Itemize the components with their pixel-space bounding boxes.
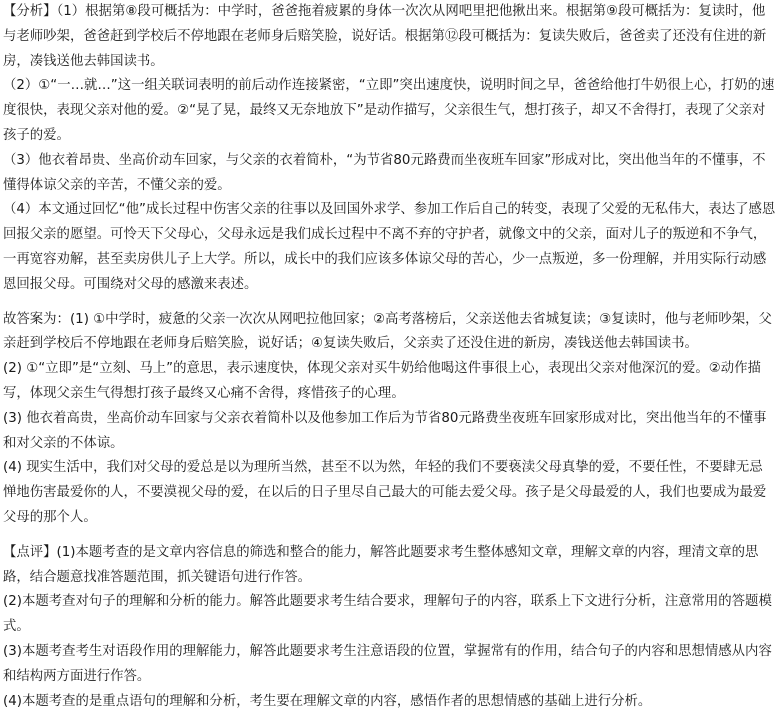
comment-part-4: (4)本题考查的是重点语句的理解和分析，考生要在理解文章的内容，感悟作者的思想情感的基础上进行分析。 [3, 693, 652, 709]
section-gap [3, 531, 776, 541]
comment-part-3: (3)本题考查考生对语段作用的理解能力，解答此题要求考生注意语段的位置，掌握常有的作用，结合句子的内容和思想情感从内容和结构两方面进行作答。 [3, 643, 772, 684]
analysis-part-4: （4）本文通过回忆“他”成长过程中伤害父亲的往事以及回国外求学、参加工作后自己的转变，表现了父爱的无私伟大，表达了感恩回报父亲的愿望。可怜天下父母心，父母永远是我们成长过程中不离不弃的守护者，就像文中的父亲，面对儿子的叛逆和不争气，一再宽容劝解，甚至卖房供儿子上大学。所以，成长中的我们应该多体谅父母的苦心，少一点叛逆，多一份理解，并用实际行动感恩回报父母。可围绕对父母的感激来表述。 [3, 202, 776, 292]
answer-part-4: (4) 现实生活中，我们对父母的爱总是以为理所当然，甚至不以为然，年轻的我们不要亵渎父母真挚的爱，不要任性，不要肆无忌惮地伤害最爱你的人，不要漠视父母的爱，在以后的日子里尽自己最大的可能去爱父母。孩子是父母最爱的人，我们也要成为最爱父母的那个人。 [3, 460, 767, 525]
analysis-part-2: （2）①“一…就…”这一组关联词表明的前后动作连接紧密，“立即”突出速度快，说明时间之早，爸爸给他打牛奶很上心，打奶的速度很快，表现父亲对他的爱。②“晃了晃，最终又无奈地放下”是动作描写，父亲很生气，想打孩子，却又不舍得打，表现了父亲对孩子的爱。 [3, 78, 775, 143]
analysis-section [3, 0, 776, 298]
comment-part-2: (2)本题考查对句子的理解和分析的能力。解答此题要求考生结合要求，理解句子的内容，联系上下文进行分析，注意常用的答题模式。 [3, 594, 772, 635]
answer-part-3: (3) 他衣着高贵，坐高价动车回家与父亲衣着简朴以及他参加工作后为节省80元路费坐夜班车回家形成对比，突出他当年的不懂事和对父亲的不体谅。 [3, 410, 767, 451]
analysis-part-1: 【分析】（1）根据第⑧段可概括为：中学时，爸爸拖着疲累的身体一次次从网吧里把他揪出来。根据第⑨段可概括为：复读时，他与老师吵架，爸爸赶到学校后不停地跟在老师身后赔笑脸，说好话。根据第⑫段可概括为：复读失败后，爸爸卖了还没有住进的新房，凑钱送他去韩国读书。 [3, 4, 767, 69]
analysis-part-3: （3）他衣着昂贵、坐高价动车回家，与父亲的衣着简朴，“为节省80元路费而坐夜班车回家”形成对比，突出他当年的不懂事，不懂得体谅父亲的辛苦，不懂父亲的爱。 [3, 152, 766, 193]
answer-section [3, 308, 776, 531]
answer-part-1: 故答案为：(1) ①中学时，疲惫的父亲一次次从网吧拉他回家；②高考落榜后，父亲送他去省城复读；③复读时，他与老师吵架，父亲赶到学校后不停地跟在老师身后赔笑脸，说好话；④复读失败后，父亲卖了还没住进的新房，凑钱送他去韩国读书。 [3, 311, 772, 352]
comment-part-1: 【点评】(1)本题考查的是文章内容信息的筛选和整合的能力，解答此题要求考生整体感知文章，理解文章的内容，理清文章的思路，结合题意找准答题范围，抓关键语句进行作答。 [3, 544, 759, 585]
comment-section [3, 541, 776, 714]
answer-part-2: (2) ①“立即”是“立刻、马上”的意思，表示速度快，体现父亲对买牛奶给他喝这件事很上心，表现出父亲对他深沉的爱。②动作描写，体现父亲生气得想打孩子最终又心痛不舍得，疼惜孩子的心理。 [3, 361, 761, 401]
section-gap [3, 298, 776, 308]
